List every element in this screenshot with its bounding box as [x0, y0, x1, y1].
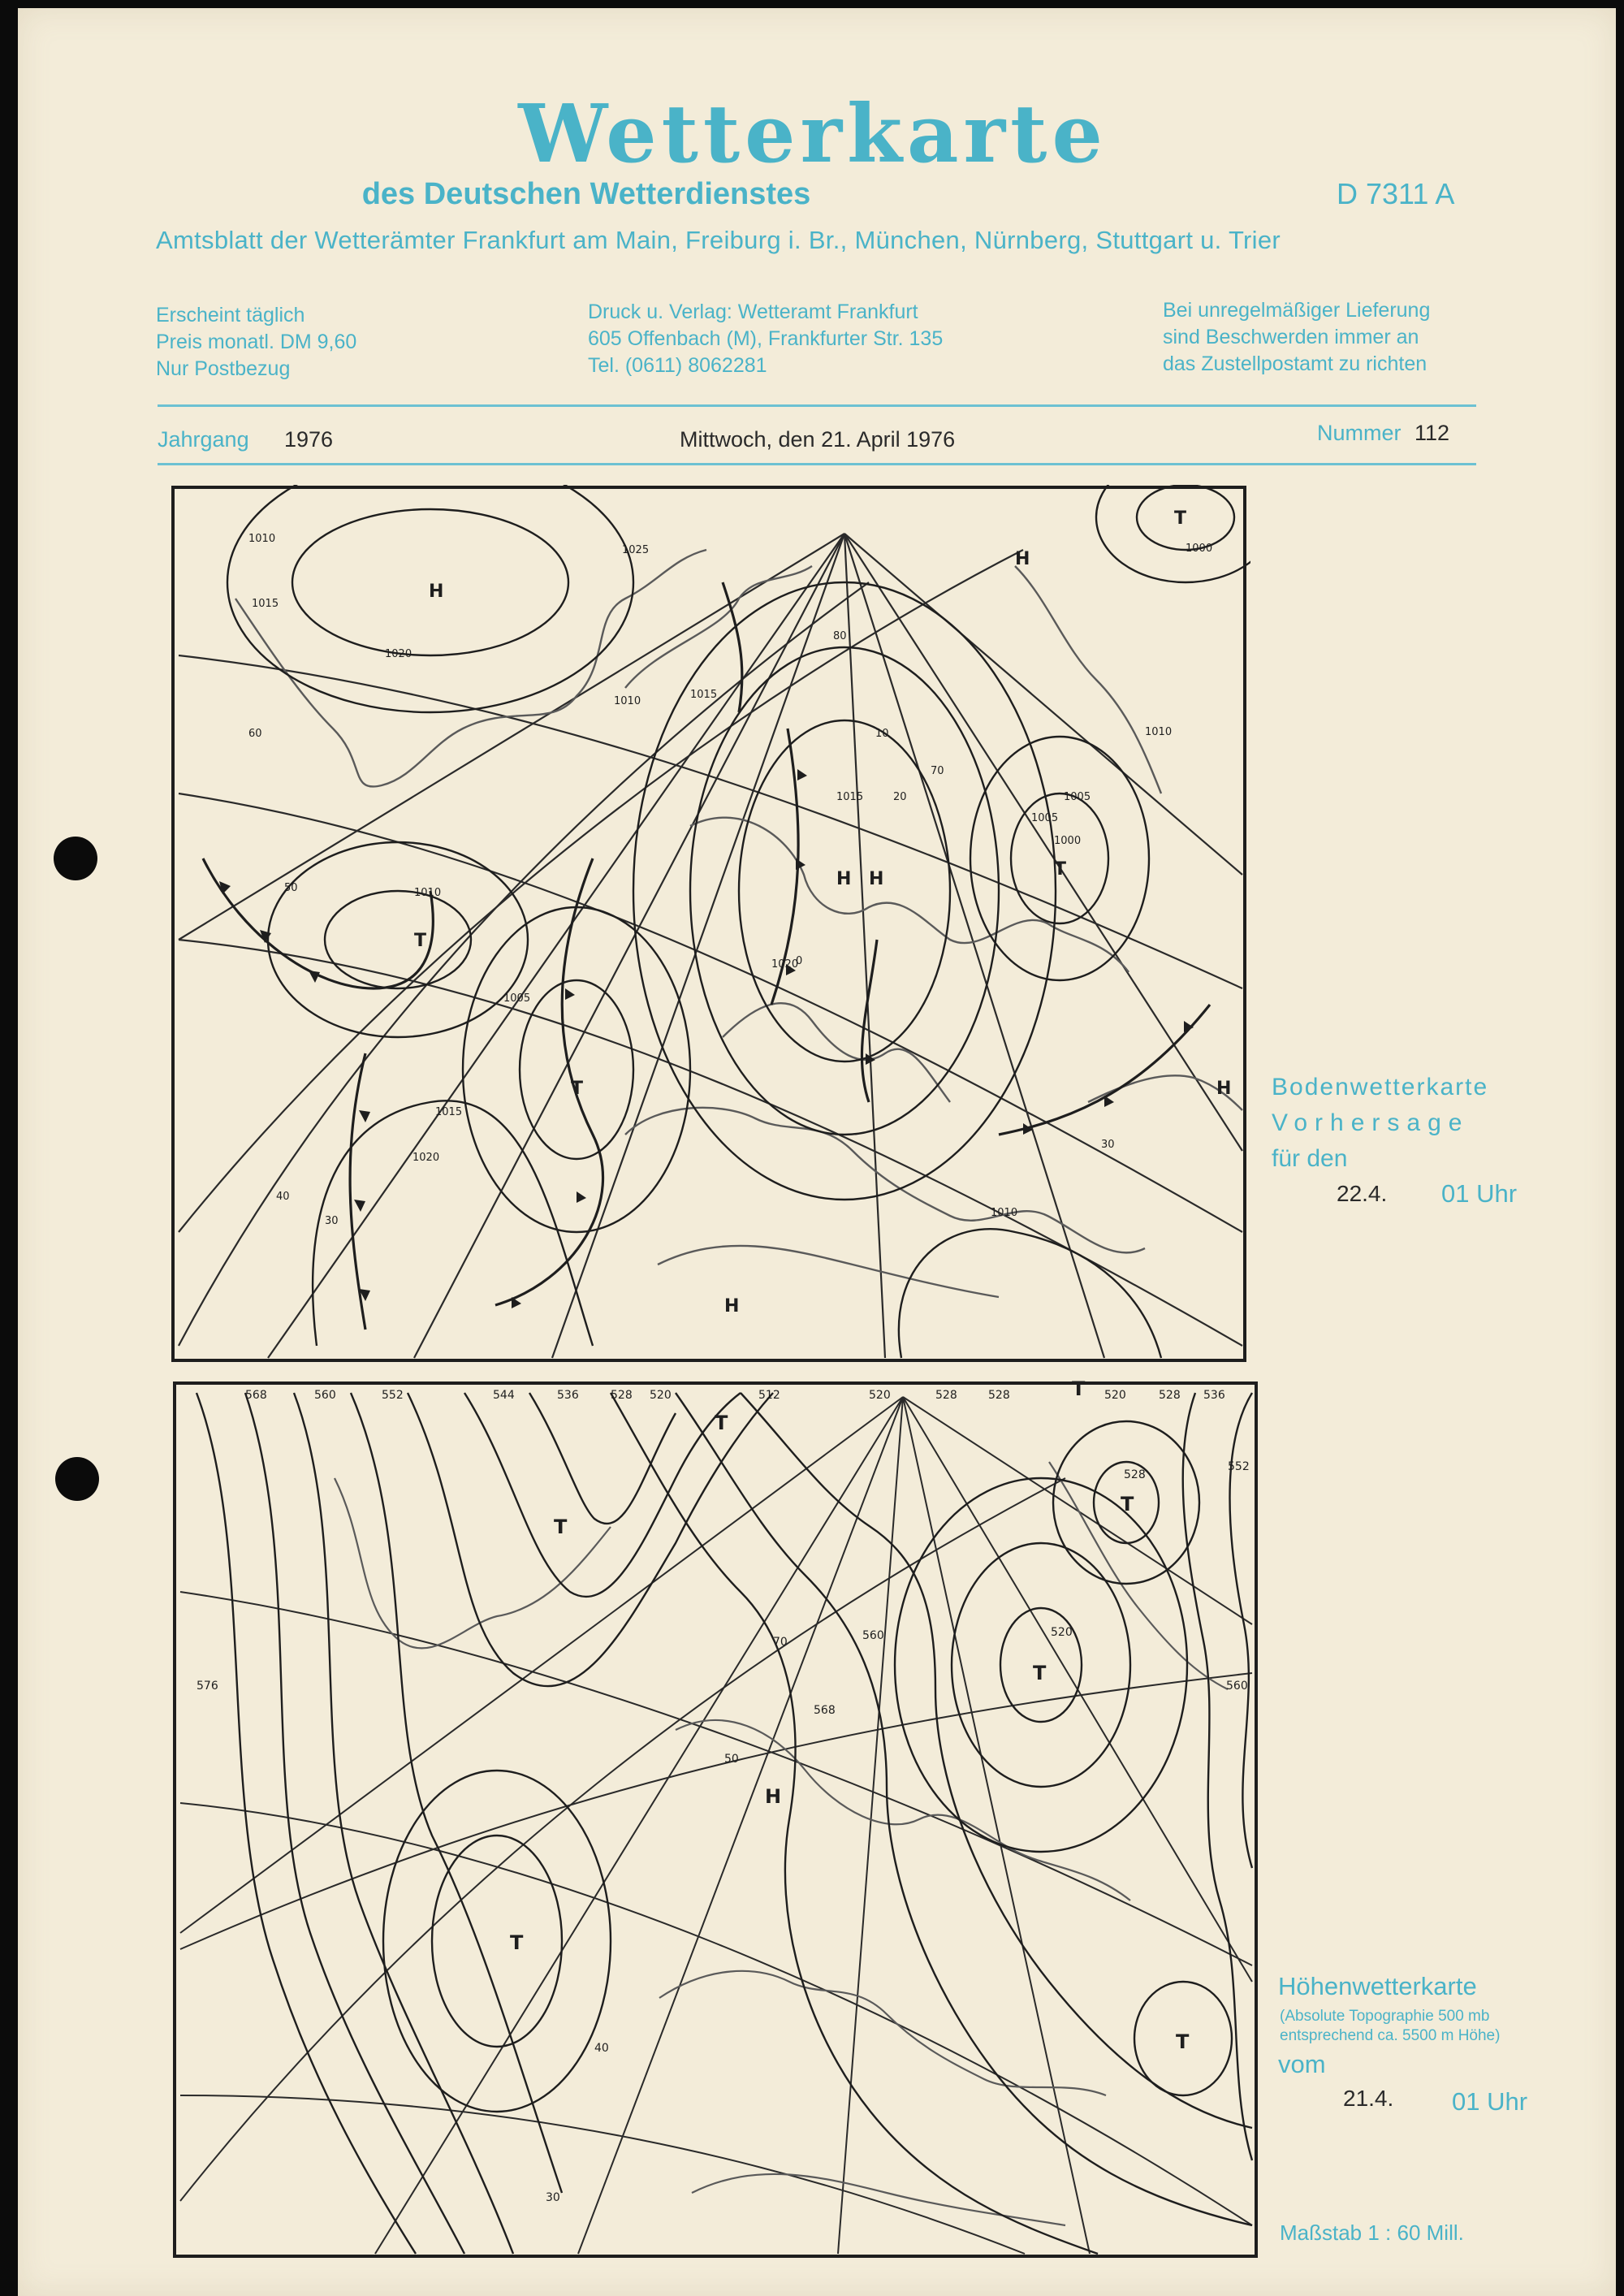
isobar-label: 1020	[385, 648, 412, 660]
issue-date: Mittwoch, den 21. April 1976	[680, 427, 956, 452]
contour-label: 560	[314, 1389, 336, 1402]
isobar-label: 1015	[252, 598, 279, 610]
low-pressure-label: T	[1174, 508, 1187, 529]
surface-map-date: 22.4.	[1337, 1181, 1388, 1206]
surface-map-forecast-label: Vorhersage	[1272, 1109, 1470, 1136]
graticule-label: 30	[1101, 1139, 1115, 1151]
info-publisher	[588, 299, 943, 379]
low-pressure-label: T	[414, 931, 427, 951]
contour-label: 528	[988, 1389, 1010, 1402]
contour-label: 528	[935, 1389, 957, 1402]
low-pressure-label: T	[1072, 1381, 1086, 1400]
upper-map-time: 01 Uhr	[1452, 2087, 1528, 2116]
low-pressure-label: T	[1054, 859, 1067, 880]
map-frame	[175, 1383, 1256, 2256]
isobar-label: 1005	[1064, 791, 1091, 803]
low-pressure-label: T	[510, 1931, 524, 1954]
contour-label: 552	[382, 1389, 404, 1402]
isobar-label: 1010	[991, 1207, 1018, 1219]
publication-code: D 7311 A	[1337, 177, 1455, 210]
surface-map-time: 01 Uhr	[1441, 1179, 1518, 1208]
high-pressure-label: H	[869, 869, 884, 889]
upper-map-note-line: (Absolute Topographie 500 mb	[1280, 2008, 1490, 2025]
contour-label: 520	[650, 1389, 672, 1402]
contour-label: 528	[1159, 1389, 1181, 1402]
coastlines	[235, 550, 1242, 1297]
isobar-label: 1010	[1145, 726, 1173, 738]
contour-label: 560	[1226, 1680, 1248, 1693]
graticule-label: 70	[931, 765, 944, 777]
graticule-label: 10	[875, 728, 889, 740]
info-line: Nur Postbezug	[156, 357, 291, 380]
contour-label: 30	[546, 2191, 560, 2204]
isobar-label: 1005	[503, 992, 531, 1005]
info-line: Tel. (0611) 8062281	[588, 354, 767, 377]
surface-weather-map	[171, 485, 1250, 1366]
contour-label: 520	[869, 1389, 891, 1402]
contour-label: 560	[862, 1629, 884, 1642]
graticule-label: 60	[248, 728, 262, 740]
info-subscription	[156, 302, 356, 383]
map-frame	[173, 487, 1245, 1360]
masthead-title: Wetterkarte	[518, 88, 1108, 181]
graticule-label: 40	[276, 1191, 290, 1203]
isobar-label: 1000	[1186, 543, 1213, 555]
punch-hole	[55, 1457, 99, 1501]
contour-label: 576	[197, 1680, 218, 1693]
upper-map-title: Höhenwetterkarte	[1278, 1972, 1477, 2000]
graticule-labels	[248, 630, 1115, 1227]
surface-map-for-label: für den	[1272, 1145, 1348, 1172]
contour-label: 512	[758, 1389, 780, 1402]
contour-label: 520	[1051, 1626, 1073, 1639]
info-line: Druck u. Verlag: Wetteramt Frankfurt	[588, 301, 918, 323]
upper-map-note-line: entsprechend ca. 5500 m Höhe)	[1280, 2027, 1501, 2044]
contour-label: 50	[724, 1753, 739, 1766]
info-line: 605 Offenbach (M), Frankfurter Str. 135	[588, 327, 944, 350]
header-rule-top	[158, 404, 1476, 407]
masthead-subtitle: des Deutschen Wetterdienstes	[361, 177, 811, 211]
graticule-label: 80	[833, 630, 847, 642]
isobar-label: 1015	[690, 689, 718, 701]
contour-label: 552	[1228, 1460, 1250, 1473]
high-pressure-label: H	[1015, 549, 1030, 569]
isobar-label: 1000	[1054, 835, 1082, 847]
isobar-labels	[248, 533, 1212, 1219]
isobar-label: 1020	[412, 1152, 440, 1164]
isobars	[227, 485, 1250, 1358]
low-pressure-label: T	[1033, 1662, 1047, 1684]
info-line: sind Beschwerden immer an	[1163, 326, 1419, 348]
contour-label: 70	[773, 1636, 788, 1649]
info-line: Preis monatl. DM 9,60	[156, 331, 357, 353]
graticule	[179, 534, 1242, 1358]
map-scale: Maßstab 1 : 60 Mill.	[1280, 2220, 1464, 2245]
isobar-label: 1015	[836, 791, 864, 803]
year-label: Jahrgang	[158, 427, 249, 452]
low-pressure-label: T	[715, 1412, 728, 1434]
coastlines	[335, 1462, 1228, 2225]
number-label: Nummer	[1317, 421, 1402, 445]
info-line: das Zustellpostamt zu richten	[1163, 352, 1427, 375]
isobar-label: 1015	[435, 1106, 463, 1118]
info-line: Erscheint täglich	[156, 304, 305, 326]
number-value: 112	[1415, 421, 1450, 445]
graticule-label: 0	[796, 955, 803, 967]
upper-map-vom-label: vom	[1278, 2050, 1326, 2078]
low-pressure-label: T	[571, 1079, 584, 1099]
high-pressure-label: H	[765, 1785, 782, 1808]
high-pressure-label: H	[724, 1296, 740, 1317]
low-pressure-label: T	[554, 1516, 568, 1538]
contour-label: 568	[245, 1389, 267, 1402]
graticule-label: 30	[325, 1215, 339, 1227]
year-value: 1976	[284, 427, 334, 452]
newspaper-sheet	[18, 8, 1616, 2296]
isobar-label: 1010	[248, 533, 276, 545]
contour-label: 568	[814, 1704, 836, 1717]
isobar-label: 1020	[771, 958, 799, 971]
contour-label: 528	[1124, 1468, 1146, 1481]
surface-map-title: Bodenwetterkarte	[1272, 1074, 1489, 1100]
low-pressure-label: T	[1121, 1493, 1134, 1516]
isobar-label: 1025	[622, 544, 650, 556]
official-gazette-line: Amtsblatt der Wetterämter Frankfurt am Main, Freiburg i. Br., München, Nürnberg, Stuttgart u. Trier	[156, 226, 1281, 254]
punch-hole	[54, 837, 97, 880]
graticule-label: 50	[284, 882, 298, 894]
header-rule-bottom	[158, 463, 1476, 465]
upper-air-map	[172, 1381, 1264, 2262]
low-pressure-label: T	[1176, 2030, 1190, 2053]
contour-label: 536	[1203, 1389, 1225, 1402]
info-line: Bei unregelmäßiger Lieferung	[1163, 299, 1431, 322]
isobar-label: 1010	[414, 887, 442, 899]
high-pressure-label: H	[836, 869, 852, 889]
graticule-label: 20	[893, 791, 907, 803]
high-pressure-label: H	[1216, 1079, 1232, 1099]
isobar-label: 1005	[1031, 812, 1059, 824]
isobar-label: 1010	[614, 695, 641, 707]
contour-label: 520	[1104, 1389, 1126, 1402]
contour-label: 40	[594, 2042, 609, 2055]
info-complaints	[1163, 297, 1430, 378]
upper-map-date: 21.4.	[1343, 2086, 1394, 2111]
contour-label: 536	[557, 1389, 579, 1402]
pressure-centres	[510, 1381, 1190, 2053]
high-pressure-label: H	[429, 582, 444, 602]
contour-label: 544	[493, 1389, 515, 1402]
contour-label: 528	[611, 1389, 633, 1402]
